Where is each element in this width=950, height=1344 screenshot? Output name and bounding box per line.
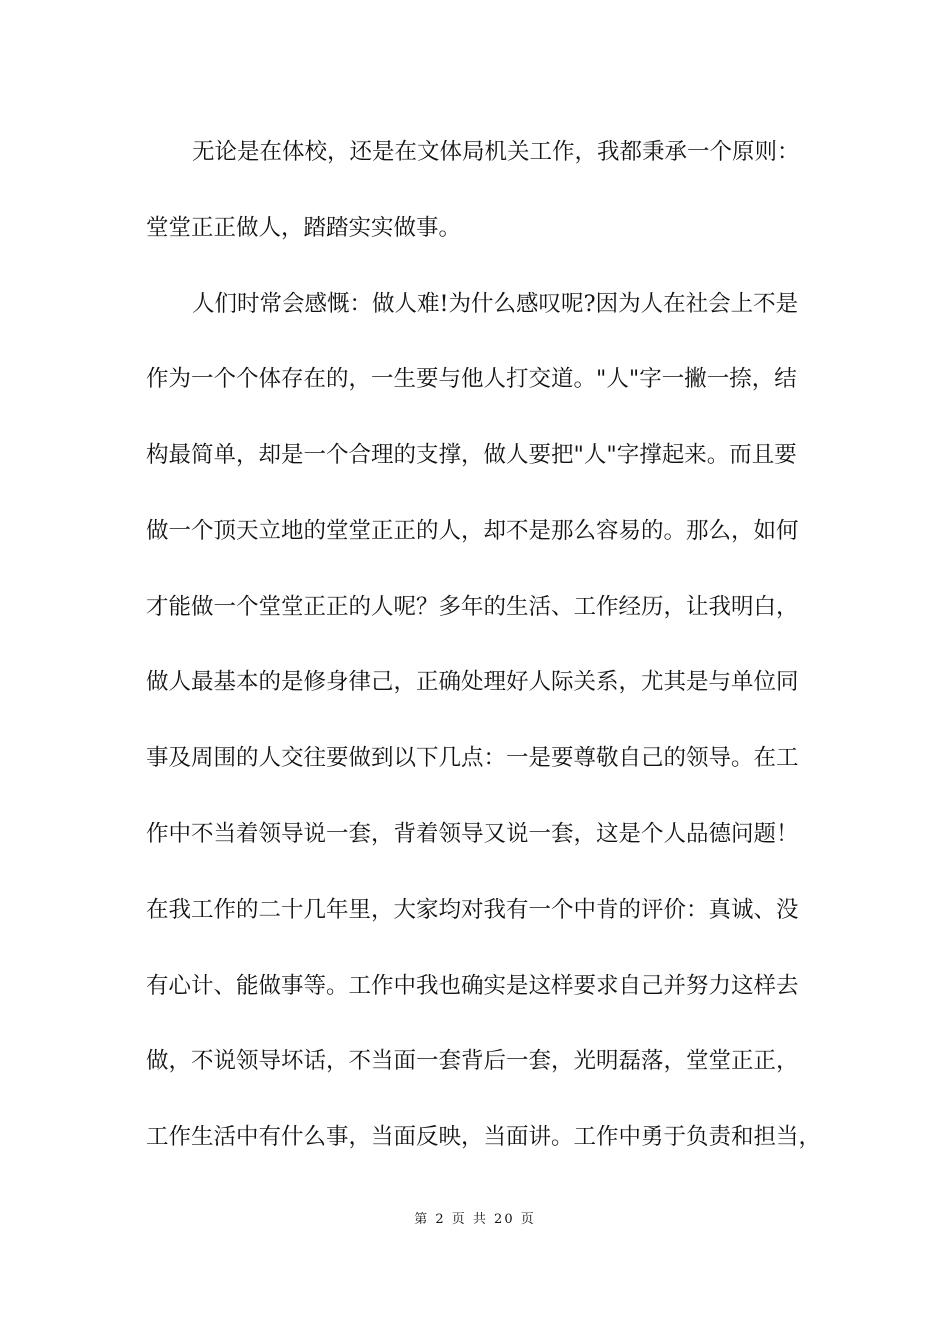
text-line: 作为一个个体存在的，一生要与他人打交道。"人"字一撇一捺，结 [146, 366, 797, 392]
text-line: 作中不当着领导说一套，背着领导又说一套，这是个人品德问题！ [146, 821, 799, 847]
text-line: 才能做一个堂堂正正的人呢？多年的生活、工作经历，让我明白， [146, 594, 799, 620]
text-line: 做人最基本的是修身律己，正确处理好人际关系，尤其是与单位同 [146, 669, 799, 695]
text-line: 堂堂正正做人，踏踏实实做事。 [146, 215, 462, 241]
text-line: 事及周围的人交往要做到以下几点：一是要尊敬自己的领导。在工 [146, 745, 799, 771]
text-line: 工作生活中有什么事，当面反映，当面讲。工作中勇于负责和担当， [146, 1124, 822, 1150]
text-line: 有心计、能做事等。工作中我也确实是这样要求自己并努力这样去 [146, 973, 799, 999]
text-line: 构最简单，却是一个合理的支撑，做人要把"人"字撑起来。而且要 [146, 442, 797, 468]
text-line: 人们时常会感慨：做人难!为什么感叹呢?因为人在社会上不是 [192, 291, 799, 317]
text-line: 在我工作的二十几年里，大家均对我有一个中肯的评价：真诚、没 [146, 897, 799, 923]
text-line: 无论是在体校，还是在文体局机关工作，我都秉承一个原则： [192, 139, 800, 165]
text-line: 做一个顶天立地的堂堂正正的人，却不是那么容易的。那么，如何 [146, 518, 799, 544]
text-line: 做，不说领导坏话，不当面一套背后一套，光明磊落，堂堂正正， [146, 1048, 799, 1074]
page-number-footer: 第 2 页 共 20 页 [414, 1212, 536, 1227]
